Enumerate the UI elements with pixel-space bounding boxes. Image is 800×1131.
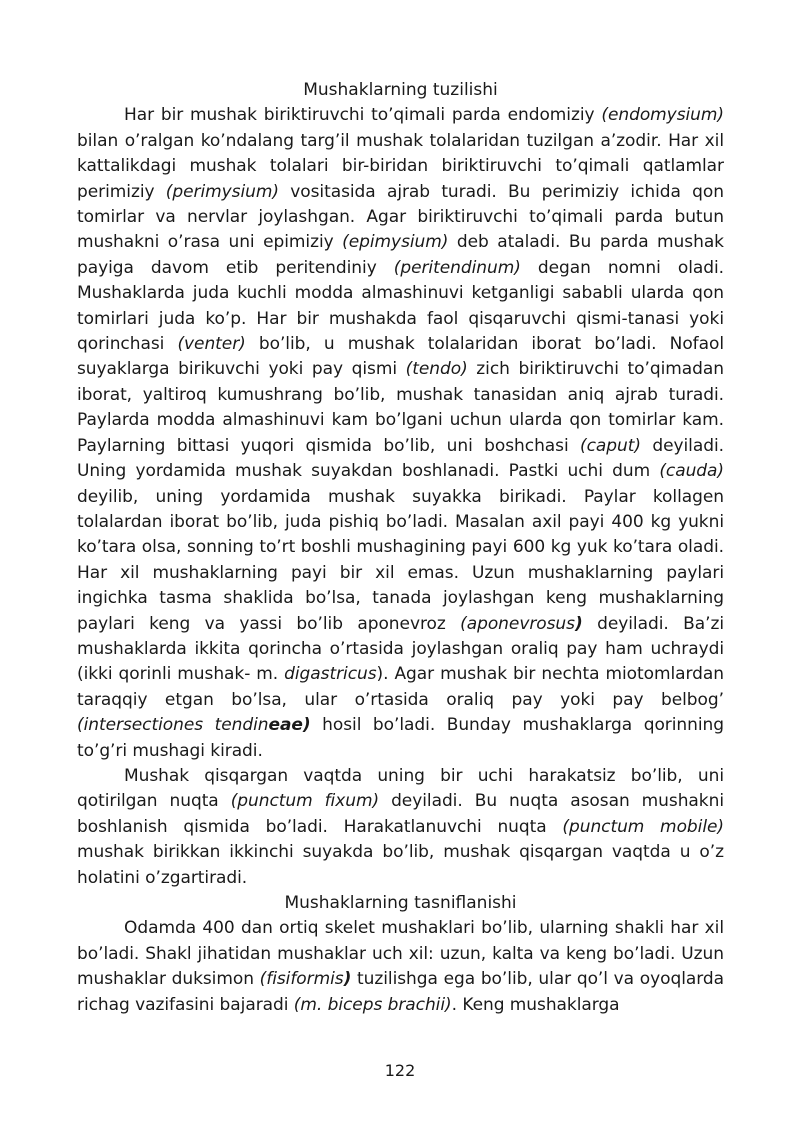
section-heading-structure: Mushaklarning tuzilishi [303, 80, 498, 100]
paragraph-classification: Odamda 400 dan ortiq skelet mushaklari bo’lib, ularning shakli har xil bo’ladi. Shakl jihatidan mushaklar uch xil: uzun, kalta va keng bo’ladi. Uzun mushaklar duksimon (fisiformis) tuzilishga ega bo’lib, ular qo’l va oyoqlarda richag vazifasini bajaradi (m. biceps brachii). Keng mushaklarga [77, 918, 724, 1015]
document-page [77, 78, 724, 1018]
paragraph-structure: Har bir mushak biriktiruvchi to’qimali parda endomiziy (endomysium) bilan o’ralgan ko’ndalang targ’il mushak tolalaridan tuzilgan a’zodir. Har xil kattalikdagi mushak tolalari bir-biridan biriktiruvchi to’qimali qatlamlar perimiziy (perimysium) vositasida ajrab turadi. Bu perimiziy ichida qon tomirlar va nervlar joylashgan. Agar biriktiruvchi to’qimali parda butun mushakni o’rasa uni epimiziy (epimysium) deb ataladi. Bu parda mushak payiga davom etib peritendiniy (peritendinum) degan nomni oladi. Mushaklarda juda kuchli modda almashinuvi ketganligi sababli ularda qon tomirlari juda ko’p. Har bir mushakda faol qisqaruvchi qismi-tanasi yoki qorinchasi (venter) bo’lib, u mushak tolalaridan iborat bo’ladi. Nofaol suyaklarga birikuvchi yoki pay qismi (tendo) zich biriktiruvchi to’qimadan iborat, yaltiroq kumushrang bo’lib, mushak tanasidan aniq ajrab turadi. Paylarda modda almashinuvi kam bo’lgani uchun ularda qon tomirlar kam. Paylarning bittasi yuqori qismida bo’lib, uni boshchasi (caput) deyiladi. Uning yordamida mushak suyakdan boshlanadi. Pastki uchi dum (cauda) deyilib, uning yordamida mushak suyakka birikadi. Paylar kollagen tolalardan iborat bo’lib, juda pishiq bo’ladi. Masalan axil payi 400 kg yukni ko’tara olsa, sonning to’rt boshli mushagining payi 600 kg yuk ko’tara oladi. Har xil mushaklarning payi bir xil emas. Uzun mushaklarning paylari ingichka tasma shaklida bo’lsa, tanada joylashgan keng mushaklarning paylari keng va yassi bo’lib aponevroz (aponevrosus) deyiladi. Ba’zi mushaklarda ikkita qorincha o’rtasida joylashgan oraliq pay ham uchraydi (ikki qorinli mushak- m. digastricus). Agar mushak bir nechta miotomlardan taraqqiy etgan bo’lsa, ular o’rtasida oraliq pay yoki pay belbog’ (intersectiones tendineae) hosil bo’ladi. Bunday mushaklarga qorinning to’g’ri mushagi kiradi. [77, 105, 725, 761]
page-number: 122 [384, 1061, 416, 1080]
section-heading-classification: Mushaklarning tasniflanishi [284, 893, 517, 913]
paragraph-fixed-points: Mushak qisqargan vaqtda uning bir uchi harakatsiz bo’lib, uni qotirilgan nuqta (punctum fixum) deyiladi. Bu nuqta asosan mushakni boshlanish qismida bo’ladi. Harakatlanuvchi nuqta (punctum mobile) mushak birikkan ikkinchi suyakda bo’lib, mushak qisqargan vaqtda u o’z holatini o’zgartiradi. [77, 765, 725, 888]
